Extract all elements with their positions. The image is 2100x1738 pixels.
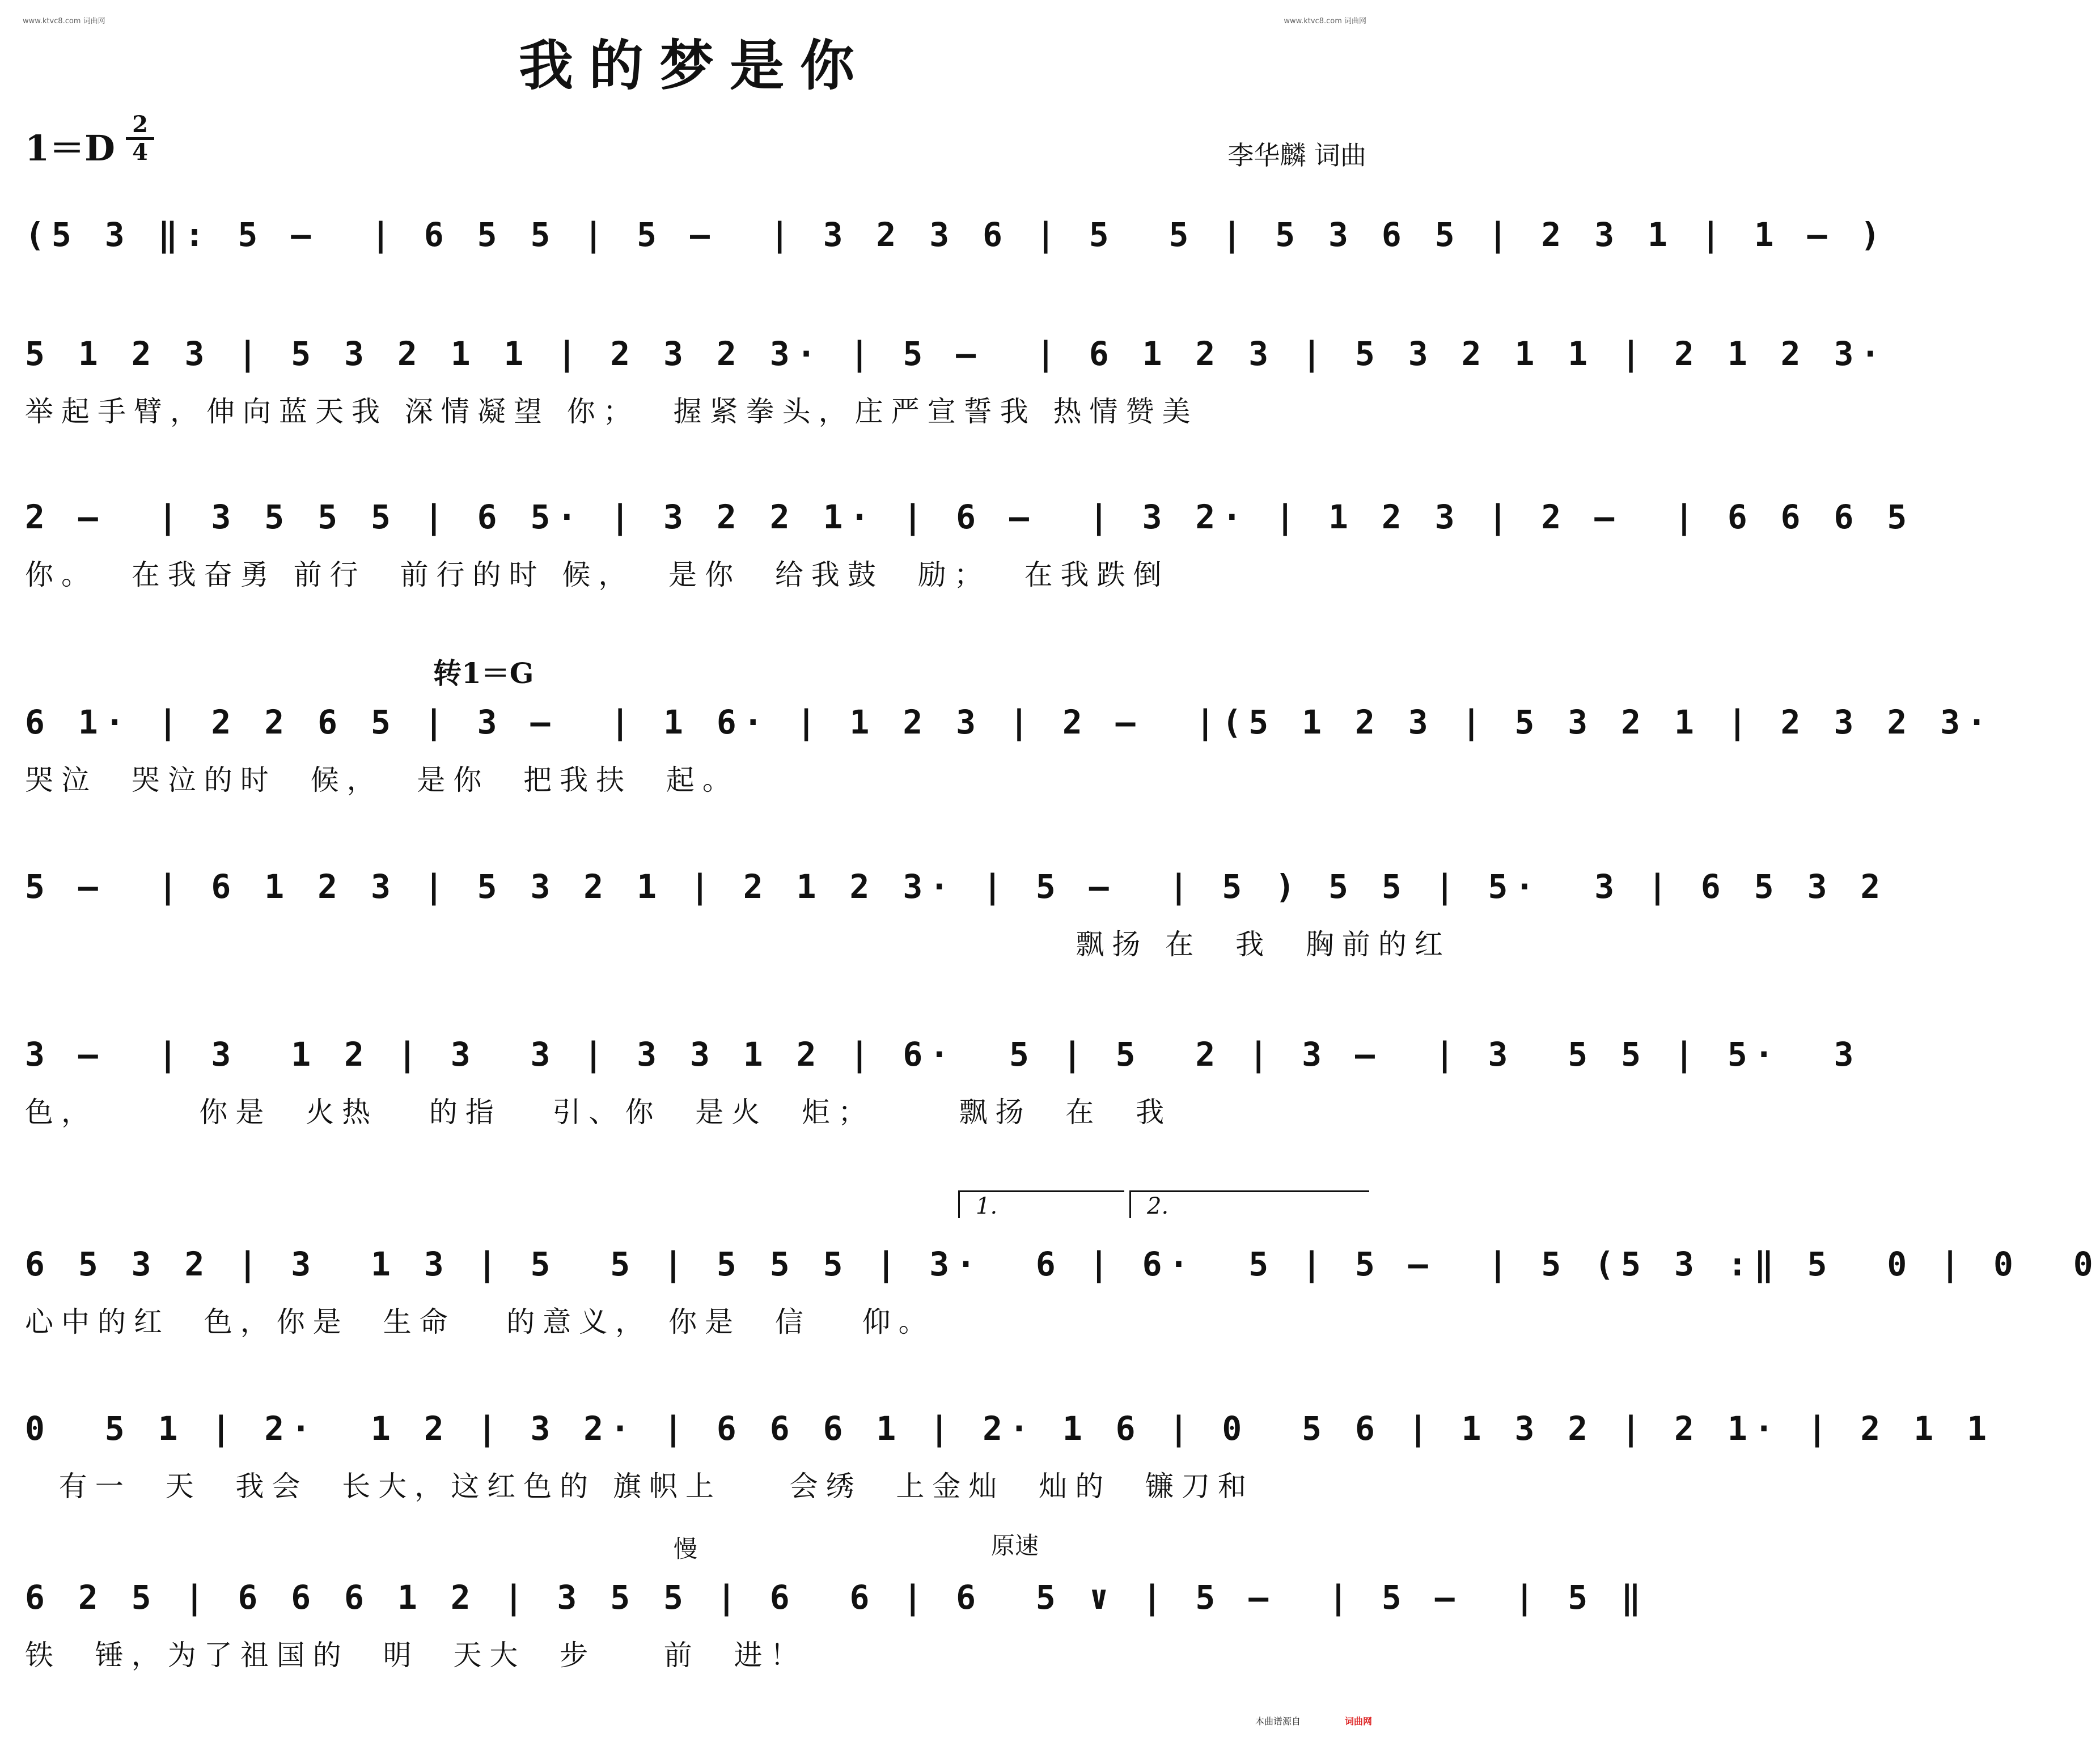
lyric-row: 心中的红 色，你是 生命 的意义， 你是 信 仰。 xyxy=(25,1305,935,1338)
watermark-left: www.ktvc8.com 词曲网 xyxy=(23,17,105,26)
tempo-mark-slow: 慢 xyxy=(674,1535,698,1563)
notation-row: 5 – | 6 1 2 3 | 5 3 2 1 | 2 1 2 3· | 5 – | 5 ) 5 5 | 5· 3 | 6 5 3 2 xyxy=(25,867,1887,906)
notation-row: 2 – | 3 5 5 5 | 6 5· | 3 2 2 1· | 6 – | 3 2· | 1 2 3 | 2 – | 6 6 6 5 xyxy=(25,498,1914,536)
notation-row: 5 1 2 3 | 5 3 2 1 1 | 2 3 2 3· | 5 – | 6 1 2 3 | 5 3 2 1 1 | 2 1 2 3· xyxy=(25,334,1887,373)
lyric-row: 飘扬 在 我 胸前的红 xyxy=(25,928,1451,961)
time-signature-top: 2 xyxy=(132,111,148,138)
lyric-row: 你。 在我奋勇 前行 前行的时 候， 是你 给我鼓 励； 在我跌倒 xyxy=(25,558,1170,591)
notation-row: 3 – | 3 1 2 | 3 3 | 3 3 1 2 | 6· 5 | 5 2 | 3 – | 3 5 5 | 5· 3 xyxy=(25,1035,1861,1074)
lyric-row: 铁 锤，为了祖国的 明 天大 步 前 进！ xyxy=(25,1639,807,1672)
notation-row: (5 3 ‖: 5 – | 6 5 5 | 5 – | 3 2 3 6 | 5 5 | 5 3 6 5 | 2 3 1 | 1 – ) xyxy=(25,215,1887,254)
notation-row: 6 2 5 | 6 6 6 1 2 | 3 5 5 | 6 6 | 6 5 ∨ | 5 – | 5 – | 5 ‖ xyxy=(25,1578,1648,1617)
notation-row: 6 5 3 2 | 3 1 3 | 5 5 | 5 5 5 | 3· 6 | 6· 5 | 5 – | 5 (5 3 :‖ 5 0 | 0 0 xyxy=(25,1245,2100,1283)
notation-row: 0 5 1 | 2· 1 2 | 3 2· | 6 6 6 1 | 2· 1 6 | 0 5 6 | 1 3 2 | 2 1· | 2 1 1 xyxy=(25,1409,1994,1448)
lyric-row: 举起手臂，伸向蓝天我 深情凝望 你； 握紧拳头，庄严宣誓我 热情赞美 xyxy=(25,395,1199,428)
song-title: 我的梦是你 xyxy=(519,33,870,98)
lyric-row: 有一 天 我会 长大，这红色的 旗帜上 会绣 上金灿 灿的 镰刀和 xyxy=(25,1470,1254,1503)
volta-first-label: 1. xyxy=(976,1193,998,1219)
key-change-mark: 转1＝G xyxy=(433,656,534,690)
lyric-row: 色， 你是 火热 的指 引、你 是火 炬； 飘扬 在 我 xyxy=(25,1096,1172,1129)
volta-second-label: 2. xyxy=(1147,1193,1169,1219)
author-credit: 李华麟 词曲 xyxy=(1227,140,1366,171)
footer-source: 本曲谱源自 xyxy=(1255,1716,1301,1727)
watermark-right: www.ktvc8.com 词曲网 xyxy=(1284,17,1366,26)
footer-site: 词曲网 xyxy=(1345,1716,1373,1727)
key-signature: 1＝D xyxy=(25,128,115,169)
lyric-row: 哭泣 哭泣的时 候， 是你 把我扶 起。 xyxy=(25,764,739,796)
time-signature-bottom: 4 xyxy=(132,139,148,166)
notation-row: 6 1· | 2 2 6 5 | 3 – | 1 6· | 1 2 3 | 2 – |(5 1 2 3 | 5 3 2 1 | 2 3 2 3· xyxy=(25,703,1994,741)
tempo-mark-original: 原速 xyxy=(991,1532,1039,1559)
